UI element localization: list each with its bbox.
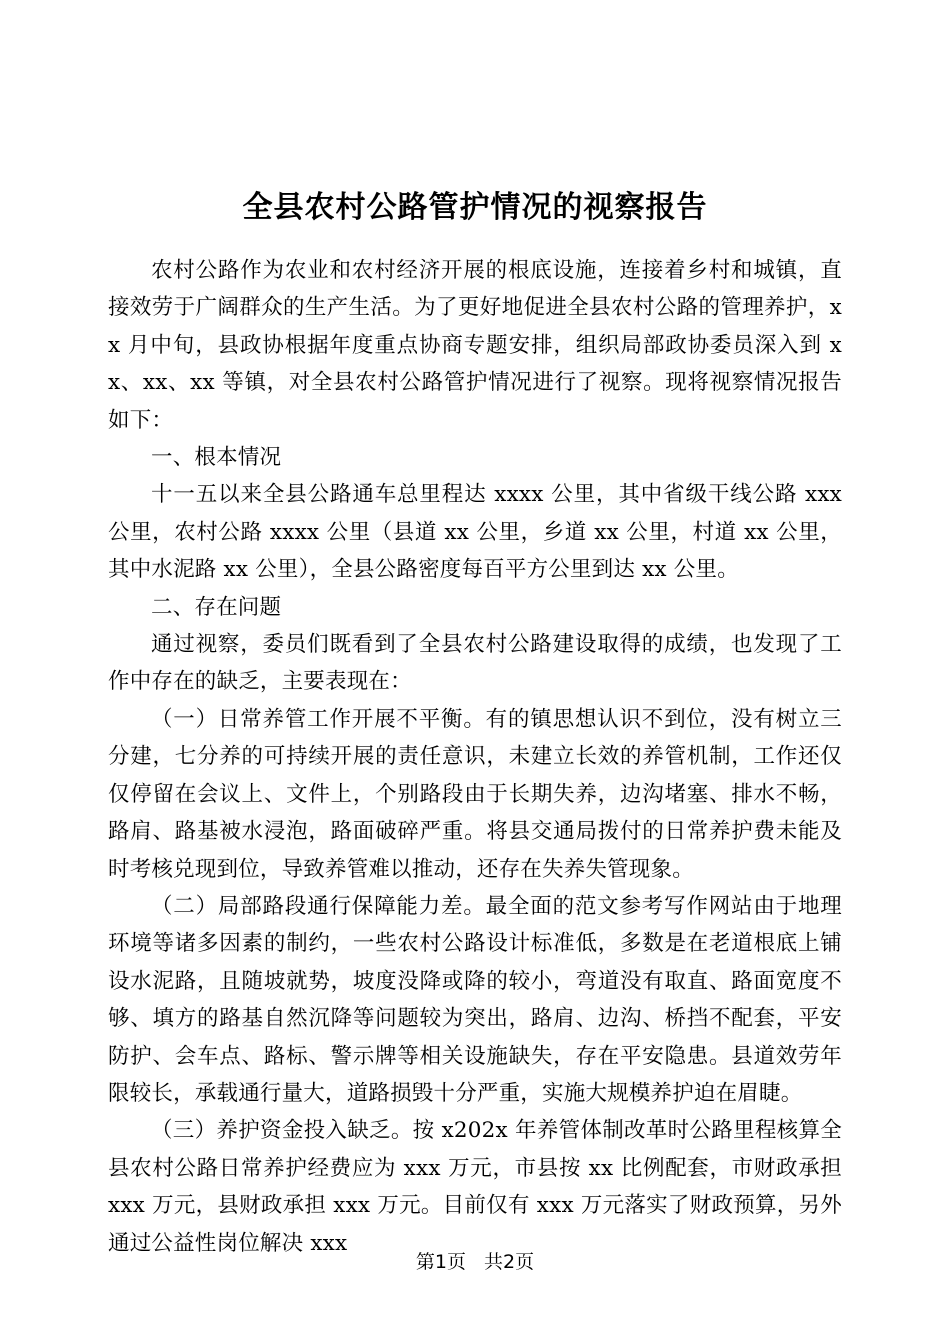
page-footer <box>0 1247 950 1274</box>
paragraph: （三）养护资金投入缺乏。按 x202x 年养管体制改革时公路里程核算全县农村公路日常养护经费应为 xxx 万元，市县按 xx 比例配套，市财政承担 xxx 万元，县财政承担 xxx 万元。目前仅有 xxx 万元落实了财政预算，另外通过公益性岗位解决 xxx <box>108 1118 842 1256</box>
paragraph: 二、存在问题 <box>151 594 282 620</box>
page-title: 全县农村公路管护情况的视察报告 <box>242 190 708 225</box>
paragraph: 一、根本情况 <box>151 445 282 471</box>
footer-current-page: 第1页 <box>415 1251 466 1273</box>
paragraph: 十一五以来全县公路通车总里程达 xxxx 公里，其中省级干线公路 xxx 公里，农村公路 xxxx 公里（县道 xx 公里，乡道 xx 公里，村道 xx 公里，其中水泥路 xx 公里），全县公路密度每百平方公里到达 xx 公里。 <box>108 482 842 583</box>
paragraph: （一）日常养管工作开展不平衡。有的镇思想认识不到位，没有树立三分建，七分养的可持续开展的责任意识，未建立长效的养管机制，工作还仅仅停留在会议上、文件上，个别路段由于长期失养，边沟堵塞、排水不畅，路肩、路基被水浸泡，路面破碎严重。将县交通局拨付的日常养护费未能及时考核兑现到位，导致养管难以推动，还存在失养失管现象。 <box>108 706 842 882</box>
paragraph: 农村公路作为农业和农村经济开展的根底设施，连接着乡村和城镇，直接效劳于广阔群众的生产生活。为了更好地促进全县农村公路的管理养护，xx 月中旬，县政协根据年度重点协商专题安排，组织局部政协委员深入到 xx、xx、xx 等镇，对全县农村公路管护情况进行了视察。现将视察情况报告如下： <box>108 258 842 433</box>
paragraph: （二）局部路段通行保障能力差。最全面的范文参考写作网站由于地理环境等诸多因素的制约，一些农村公路设计标准低，多数是在老道根底上铺设水泥路，且随坡就势，坡度没降或降的较小，弯道没有取直、路面宽度不够、填方的路基自然沉降等问题较为突出，路肩、边沟、桥挡不配套，平安防护、会车点、路标、警示牌等相关设施缺失，存在平安隐患。县道效劳年限较长，承载通行量大，道路损毁十分严重，实施大规模养护迫在眉睫。 <box>108 893 842 1106</box>
paragraph: 通过视察，委员们既看到了全县农村公路建设取得的成绩，也发现了工作中存在的缺乏，主要表现在： <box>108 632 842 695</box>
footer-total-pages: 共2页 <box>484 1251 535 1273</box>
document-body <box>108 252 842 1262</box>
